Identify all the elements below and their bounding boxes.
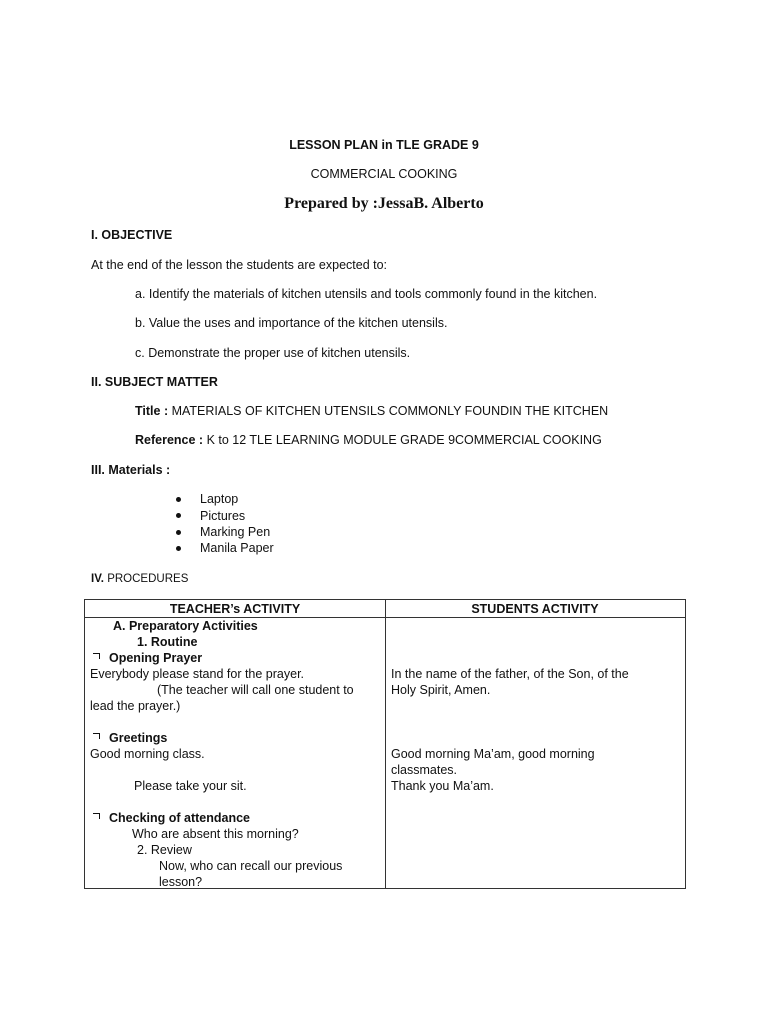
students-greeting-line-2: classmates.	[391, 763, 457, 777]
objective-item-b: b. Value the uses and importance of the kitchen utensils.	[135, 316, 448, 330]
materials-item-marking-pen: Marking Pen	[200, 525, 271, 539]
objective-item-c: c. Demonstrate the proper use of kitchen utensils.	[135, 346, 411, 360]
teacher-recall-line-1: Now, who can recall our previous	[159, 859, 343, 873]
table-column-divider	[385, 600, 386, 888]
hook-bullet-icon	[93, 813, 100, 819]
subject-reference-label: Reference :	[135, 433, 204, 447]
bullet-icon	[176, 530, 181, 535]
hook-bullet-icon	[93, 733, 100, 739]
materials-item-pictures: Pictures	[200, 509, 246, 523]
teacher-routine: 1. Routine	[137, 635, 198, 649]
bullet-icon	[176, 513, 181, 518]
teacher-preparatory-activities: A. Preparatory Activities	[113, 619, 258, 633]
procedures-heading-text: PROCEDURES	[104, 573, 189, 585]
teacher-checking-attendance: Checking of attendance	[109, 811, 250, 825]
students-prayer-line-2: Holy Spirit, Amen.	[391, 683, 491, 697]
materials-item-manila-paper: Manila Paper	[200, 541, 274, 555]
teacher-greetings: Greetings	[109, 731, 168, 745]
subject-reference-row	[135, 432, 602, 448]
subject-reference-value: K to 12 TLE LEARNING MODULE GRADE 9COMMERCIAL COOKING	[203, 433, 602, 447]
objective-item-a: a. Identify the materials of kitchen utensils and tools commonly found in the kitchen.	[135, 287, 598, 301]
prepared-by: Prepared by :JessaB. Alberto	[284, 195, 484, 212]
teacher-absent-question: Who are absent this morning?	[132, 827, 299, 841]
materials-item-laptop: Laptop	[200, 492, 239, 506]
hook-bullet-icon	[93, 653, 100, 659]
students-prayer-line-1: In the name of the father, of the Son, of the	[391, 667, 629, 681]
teacher-review: 2. Review	[137, 843, 192, 857]
procedures-table	[84, 599, 686, 889]
subject-matter-heading: II. SUBJECT MATTER	[91, 375, 218, 389]
students-thanks: Thank you Ma’am.	[391, 779, 494, 793]
subject-title-value: MATERIALS OF KITCHEN UTENSILS COMMONLY FOUNDIN THE KITCHEN	[168, 404, 609, 418]
col-header-teacher: TEACHER’s ACTIVITY	[169, 602, 301, 616]
teacher-take-sit: Please take your sit.	[134, 779, 247, 793]
materials-heading: III. Materials :	[91, 463, 171, 477]
teacher-stand-prayer: Everybody please stand for the prayer.	[90, 667, 305, 681]
students-greeting-line-1: Good morning Ma’am, good morning	[391, 747, 595, 761]
teacher-note-line-2: lead the prayer.)	[90, 699, 181, 713]
subject-title-row	[135, 403, 608, 419]
subject-title-label: Title :	[135, 404, 169, 418]
procedures-heading-number: IV.	[91, 573, 105, 585]
lesson-subject: COMMERCIAL COOKING	[310, 167, 458, 181]
objective-intro: At the end of the lesson the students are expected to:	[91, 258, 388, 272]
teacher-note-line-1: (The teacher will call one student to	[157, 683, 354, 697]
teacher-good-morning: Good morning class.	[90, 747, 205, 761]
bullet-icon	[176, 497, 181, 502]
bullet-icon	[176, 546, 181, 551]
teacher-recall-line-2: lesson?	[159, 875, 203, 889]
procedures-heading	[91, 571, 188, 587]
teacher-opening-prayer: Opening Prayer	[109, 651, 203, 665]
col-header-students: STUDENTS ACTIVITY	[471, 602, 599, 616]
lesson-plan-title: LESSON PLAN in TLE GRADE 9	[289, 138, 479, 152]
objective-heading: I. OBJECTIVE	[91, 228, 173, 242]
